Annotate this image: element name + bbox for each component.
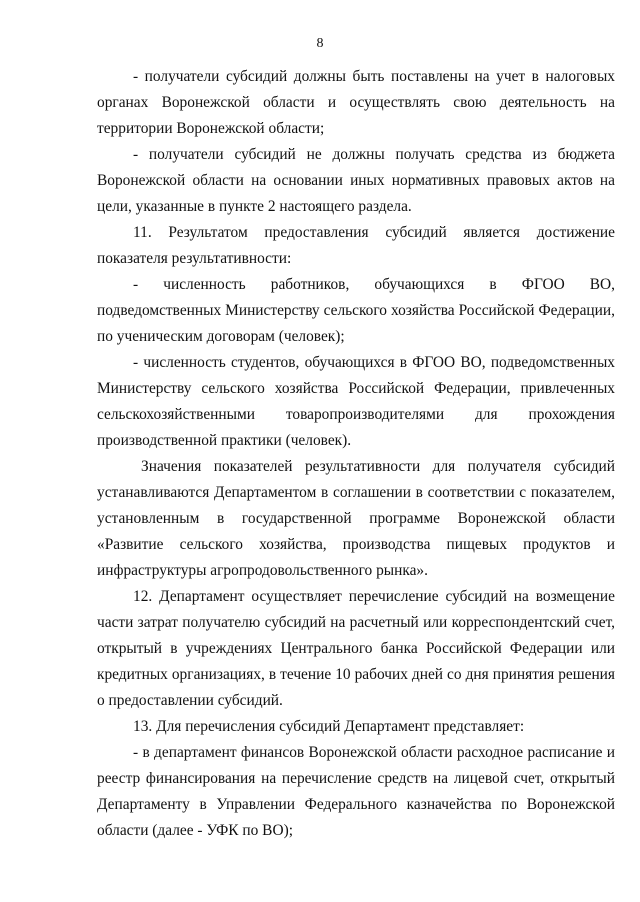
paragraph: - численность студентов, обучающихся в ФГОО ВО, подведомственных Министерству сельского хозяйства Российской Федерации, привлеченных сельскохозяйственными товаропроизводителями для прохождения производственной практики (человек).: [97, 354, 615, 449]
document-body: [97, 64, 615, 844]
paragraph: - получатели субсидий не должны получать средства из бюджета Воронежской области на основании иных нормативных правовых актов на цели, указанные в пункте 2 настоящего раздела.: [97, 146, 615, 215]
paragraph: - в департамент финансов Воронежской области расходное расписание и реестр финансирования на перечисление средств на лицевой счет, открытый Департаменту в Управлении Федерального казначейства по Воронежской области (далее - УФК по ВО);: [97, 744, 615, 839]
page-number: 8: [316, 36, 324, 51]
paragraph: 11. Результатом предоставления субсидий является достижение показателя результативности:: [97, 224, 615, 267]
paragraph: 13. Для перечисления субсидий Департамент представляет:: [133, 718, 525, 735]
paragraph: - численность работников, обучающихся в ФГОО ВО, подведомственных Министерству сельского хозяйства Российской Федерации, по ученическим договорам (человек);: [97, 276, 615, 345]
paragraph: 12. Департамент осуществляет перечисление субсидий на возмещение части затрат получателю субсидий на расчетный или корреспондентский счет, открытый в учреждениях Центрального банка Российской Федерации или кредитных организациях, в течение 10 рабочих дней со дня принятия решения о предоставлении субсидий.: [97, 588, 615, 709]
paragraph: Значения показателей результативности для получателя субсидий устанавливаются Департаментом в соглашении в соответствии с показателем, установленным в государственной программе Воронежской области «Развитие сельского хозяйства, производства пищевых продуктов и инфраструктуры агропродовольственного рынка».: [97, 458, 615, 579]
paragraph: - получатели субсидий должны быть поставлены на учет в налоговых органах Воронежской области и осуществлять свою деятельность на территории Воронежской области;: [97, 68, 615, 137]
